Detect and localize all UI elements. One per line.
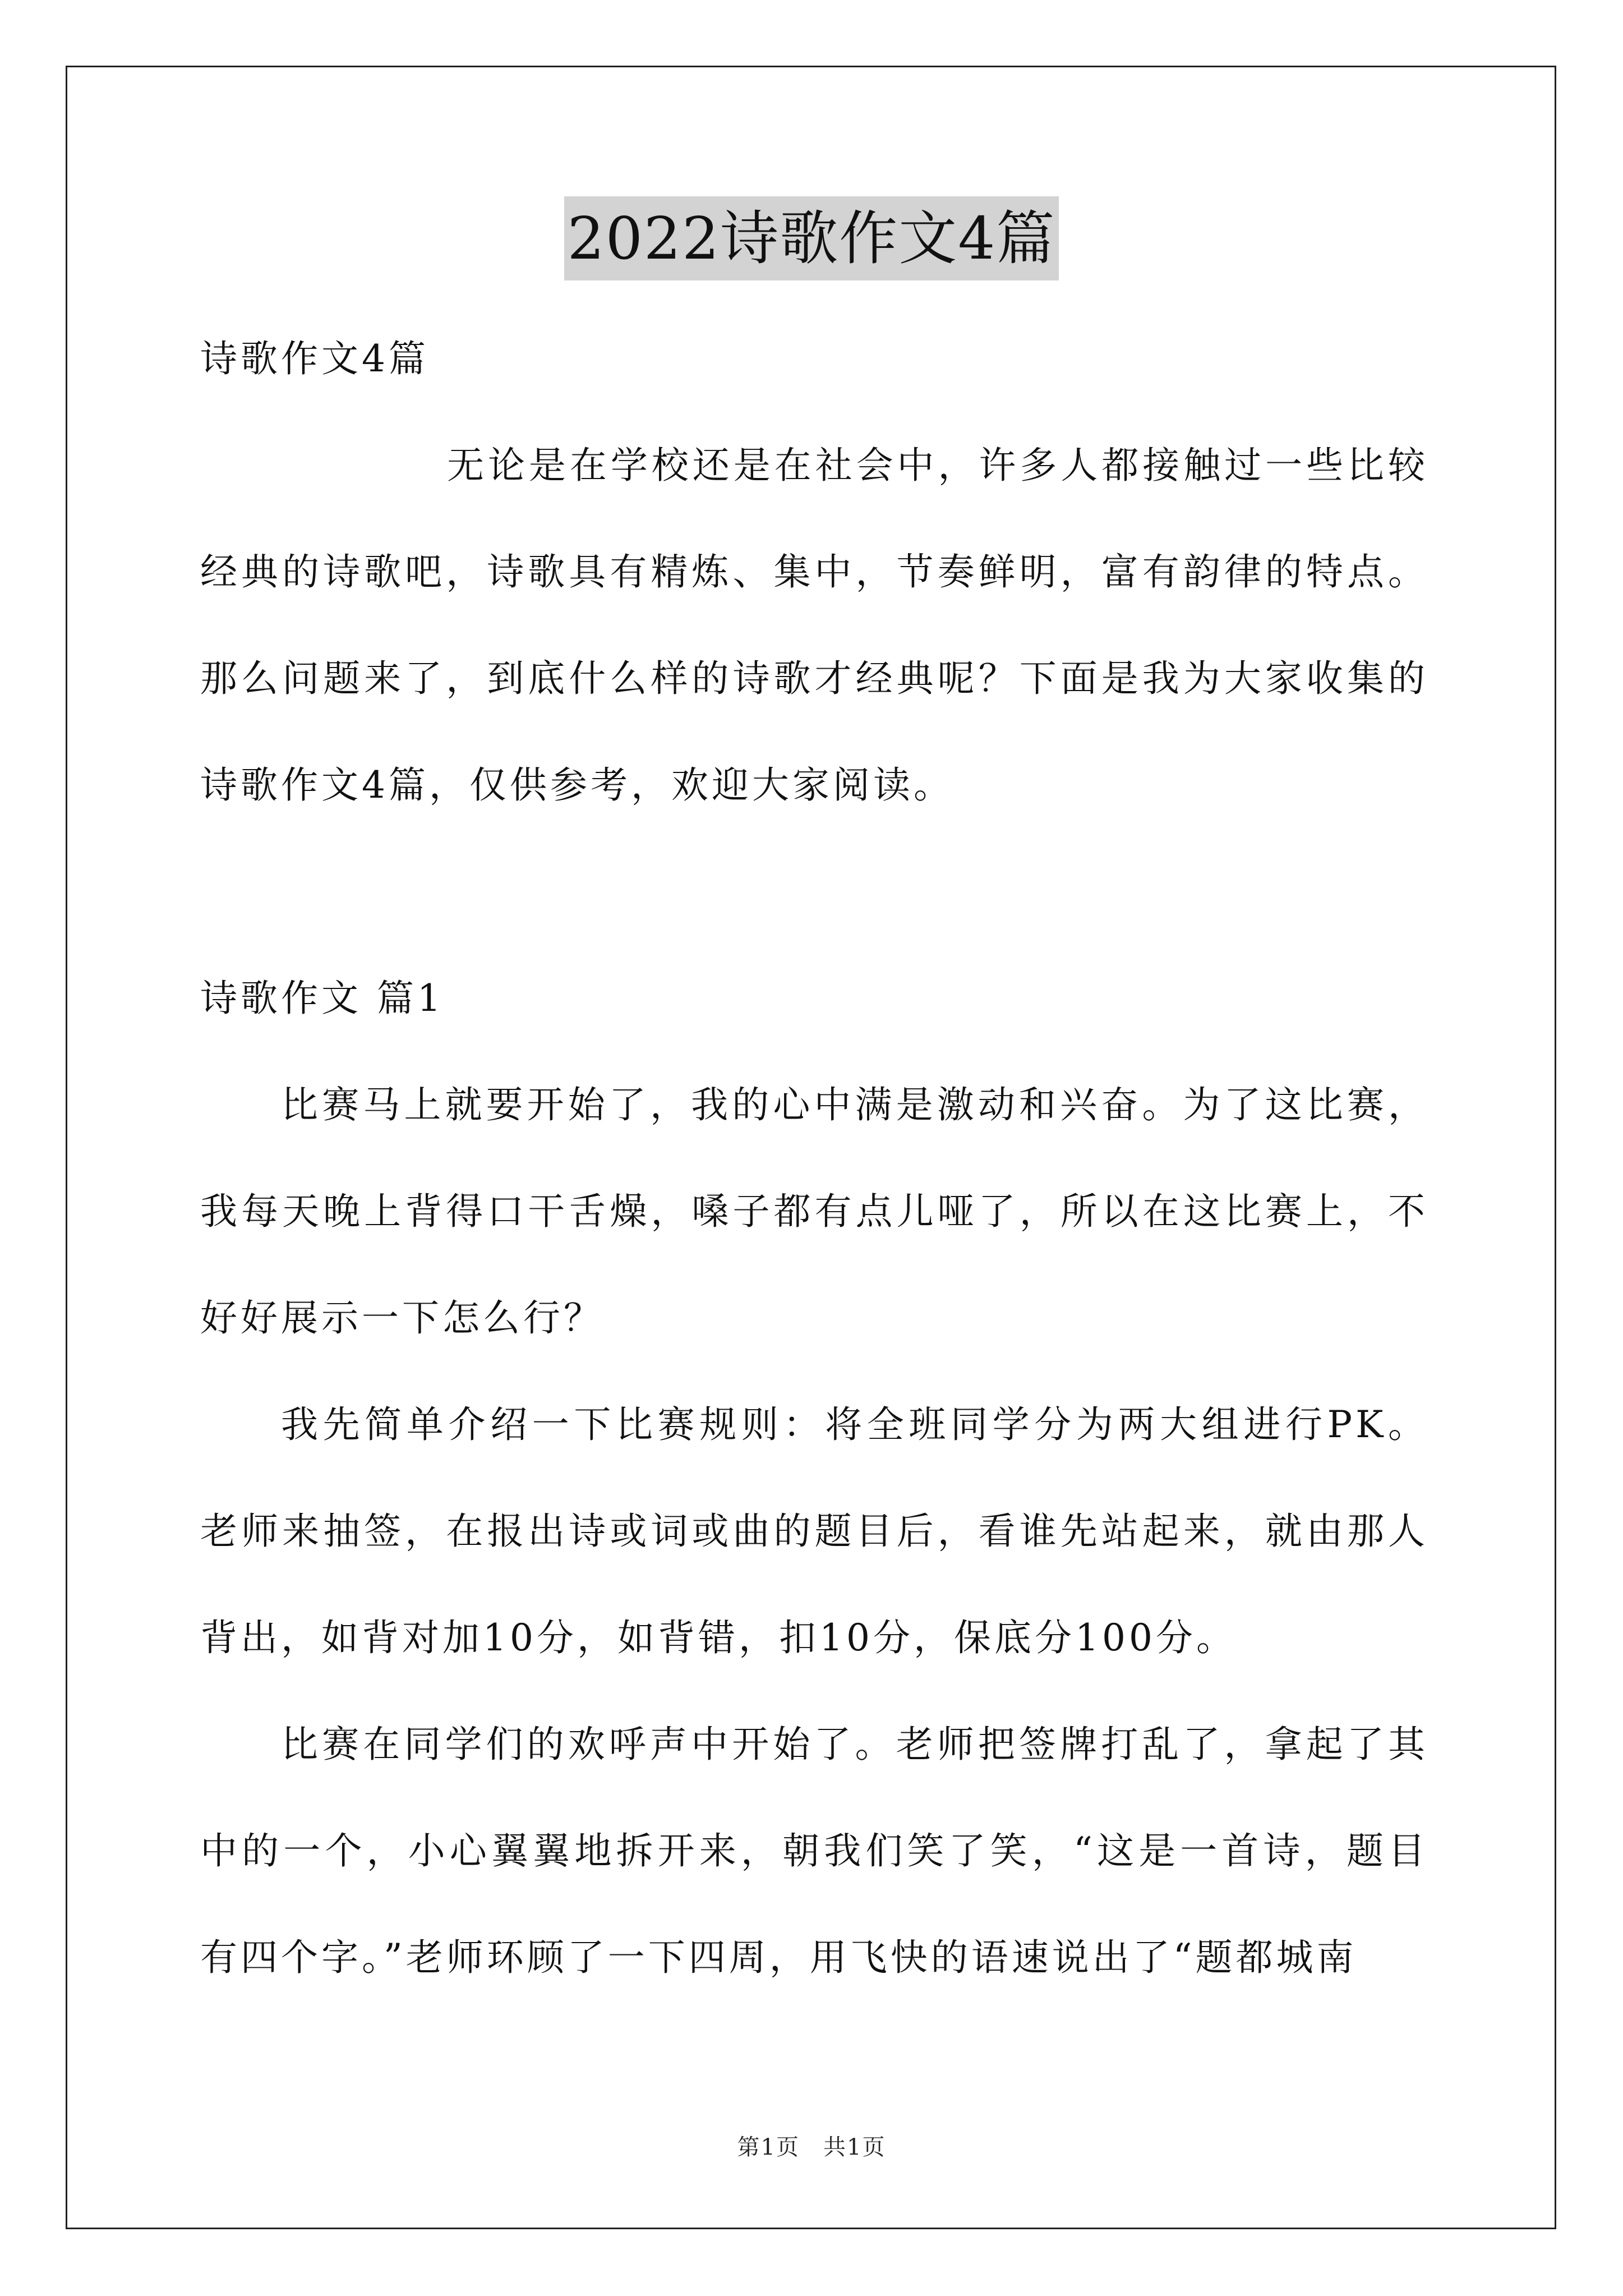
document-body [200, 306, 1428, 2011]
document-title: 2022诗歌作文4篇 [564, 196, 1059, 280]
section-spacer [200, 839, 1428, 945]
body-paragraph: 比赛马上就要开始了，我的心中满是激动和兴奋。为了这比赛，我每天晚上背得口干舌燥，嗓子都有点儿哑了，所以在这比赛上，不好好展示一下怎么行？ [200, 1083, 1428, 1340]
title-container [0, 196, 1623, 280]
intro-paragraph: 无论是在学校还是在社会中，许多人都接触过一些比较经典的诗歌吧，诗歌具有精炼、集中，节奏鲜明，富有韵律的特点。那么问题来了，到底什么样的诗歌才经典呢？下面是我为大家收集的诗歌作文4篇，仅供参考，欢迎大家阅读。 [200, 444, 1428, 807]
section-heading: 诗歌作文 篇1 [200, 977, 444, 1020]
body-paragraph: 我先简单介绍一下比赛规则：将全班同学分为两大组进行PK。老师来抽签，在报出诗或词或曲的题目后，看谁先站起来，就由那人背出，如背对加10分，如背错，扣10分，保底分100分。 [200, 1403, 1428, 1659]
document-subtitle: 诗歌作文4篇 [200, 337, 429, 380]
page-footer: 第1页 共1页 [737, 2134, 886, 2160]
body-paragraph: 比赛在同学们的欢呼声中开始了。老师把签牌打乱了，拿起了其中的一个，小心翼翼地拆开来，朝我们笑了笑，“这是一首诗，题目有四个字。”老师环顾了一下四周，用飞快的语速说出了“题都城南 [200, 1723, 1428, 1979]
